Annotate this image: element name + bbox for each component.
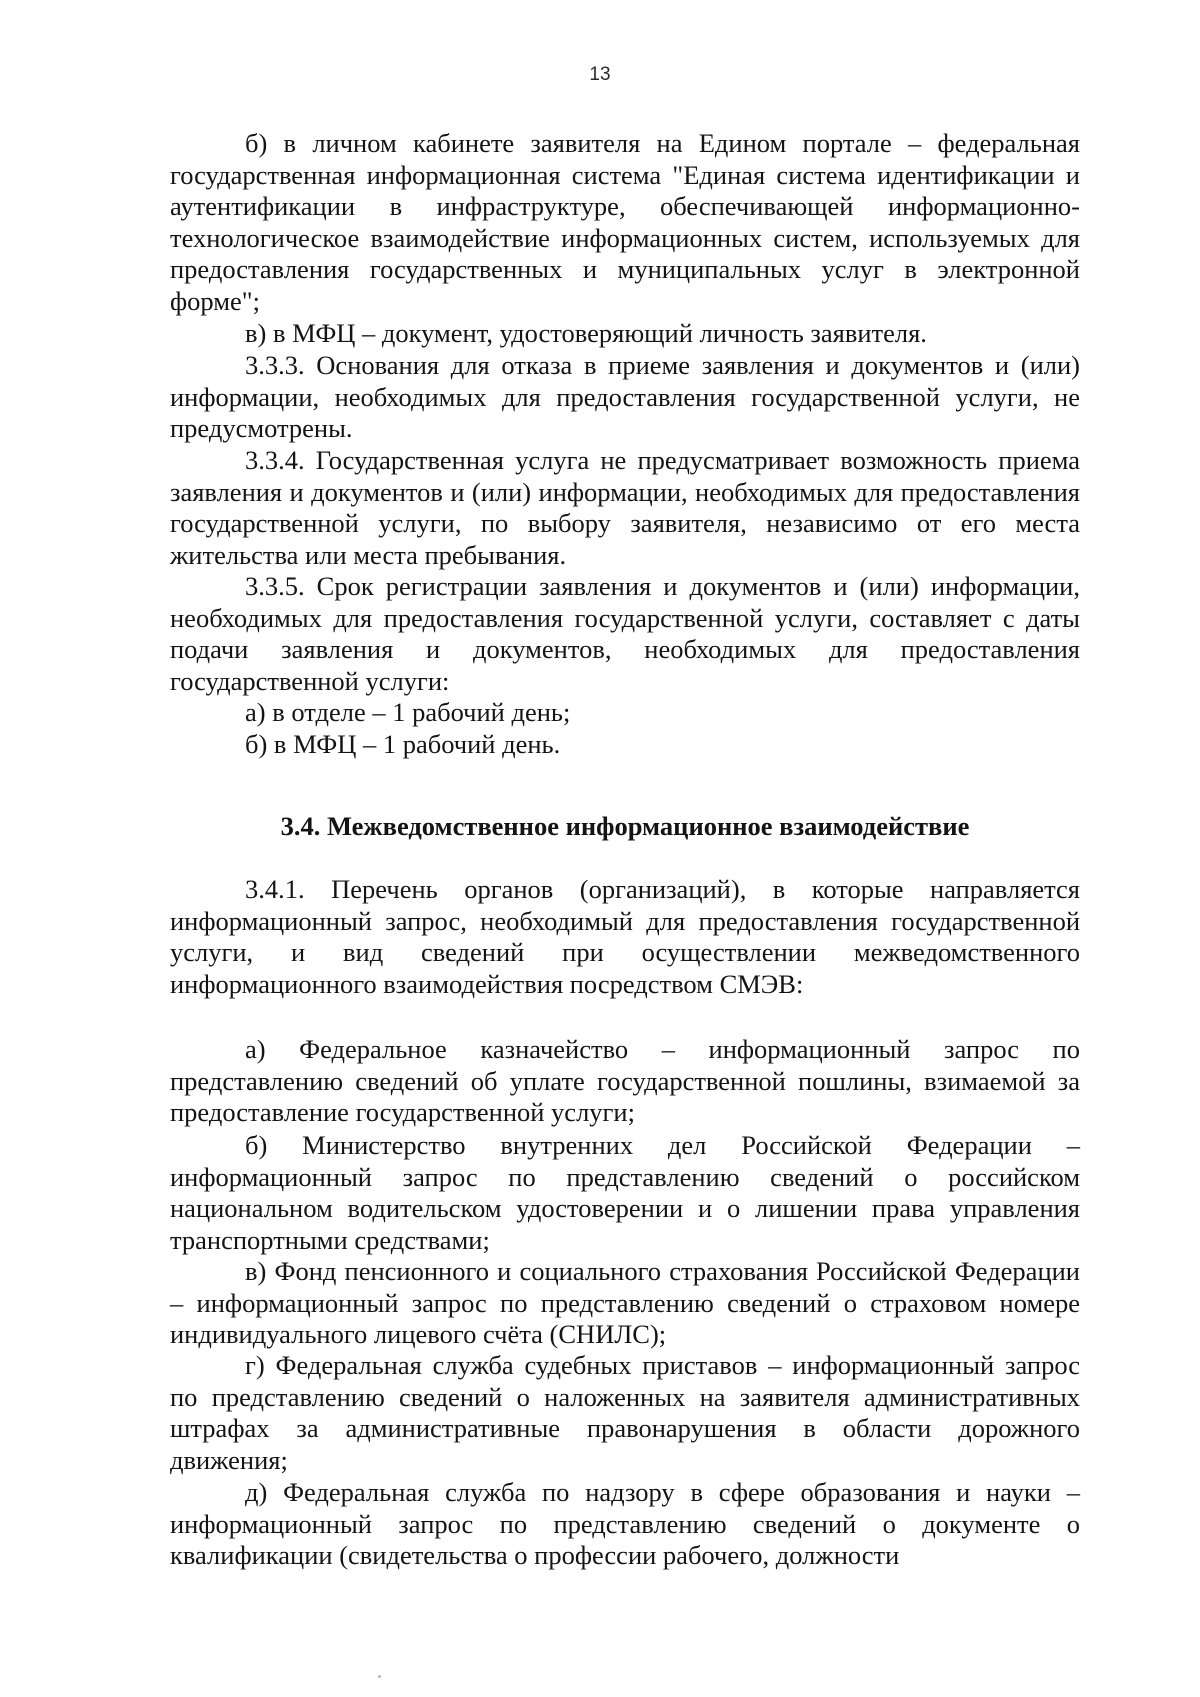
paragraph-3-3-4: 3.3.4. Государственная услуга не предусматривает возможность приема заявления и документов и (или) информации, необходимых для предоставления государственной услуги, по выбору заявителя, независимо от его места жительства или места пребывания. (170, 445, 1080, 570)
section-heading: 3.4. Межведомственное информационное взаимодействие (280, 811, 970, 841)
paragraph-department-term: а) в отделе – 1 рабочий день; (245, 697, 571, 727)
paragraph-mfc-document: в) в МФЦ – документ, удостоверяющий личность заявителя. (245, 318, 927, 348)
paragraph-3-4-1: 3.4.1. Перечень органов (организаций), в которые направляется информационный запрос, необходимый для предоставления государственной услуги, и вид сведений при осуществлении межведомственного информационного взаимодействия посредством СМЭВ: (170, 874, 1080, 999)
paragraph-interior-ministry: б) Министерство внутренних дел Российской Федерации – информационный запрос по представлению сведений о российском национальном водительском удостоверении и о лишении права управления транспортными средствами; (170, 1130, 1080, 1255)
page-number: 13 (589, 64, 611, 85)
paragraph-mfc-term: б) в МФЦ – 1 рабочий день. (245, 729, 561, 759)
paragraph-personal-account: б) в личном кабинете заявителя на Едином портале – федеральная государственная информационная система "Единая система идентификации и аутентификации в инфраструктуре, обеспечивающей информационно-технологическое взаимодействие информационных систем, используемых для предоставления государственных и муниципальных услуг в электронной форме"; (170, 128, 1080, 316)
paragraph-3-3-3: 3.3.3. Основания для отказа в приеме заявления и документов и (или) информации, необходимых для предоставления государственной услуги, не предусмотрены. (170, 350, 1080, 444)
scan-artifact (378, 1675, 381, 1678)
paragraph-education-supervision: д) Федеральная служба по надзору в сфере образования и науки – информационный запрос по представлению сведений о документе о квалификации (свидетельства о профессии рабочего, должности (170, 1477, 1080, 1571)
paragraph-bailiffs: г) Федеральная служба судебных приставов – информационный запрос по представлению сведений о наложенных на заявителя административных штрафах за административные правонарушения в области дорожного движения; (170, 1350, 1080, 1475)
paragraph-treasury: а) Федеральное казначейство – информационный запрос по представлению сведений об уплате государственной пошлины, взимаемой за предоставление государственной услуги; (170, 1034, 1080, 1128)
paragraph-3-3-5: 3.3.5. Срок регистрации заявления и документов и (или) информации, необходимых для предоставления государственной услуги, составляет с даты подачи заявления и документов, необходимых для предоставления государственной услуги: (170, 571, 1080, 696)
paragraph-pension-fund: в) Фонд пенсионного и социального страхования Российской Федерации – информационный запрос по представлению сведений о страховом номере индивидуального лицевого счёта (СНИЛС); (170, 1256, 1080, 1350)
